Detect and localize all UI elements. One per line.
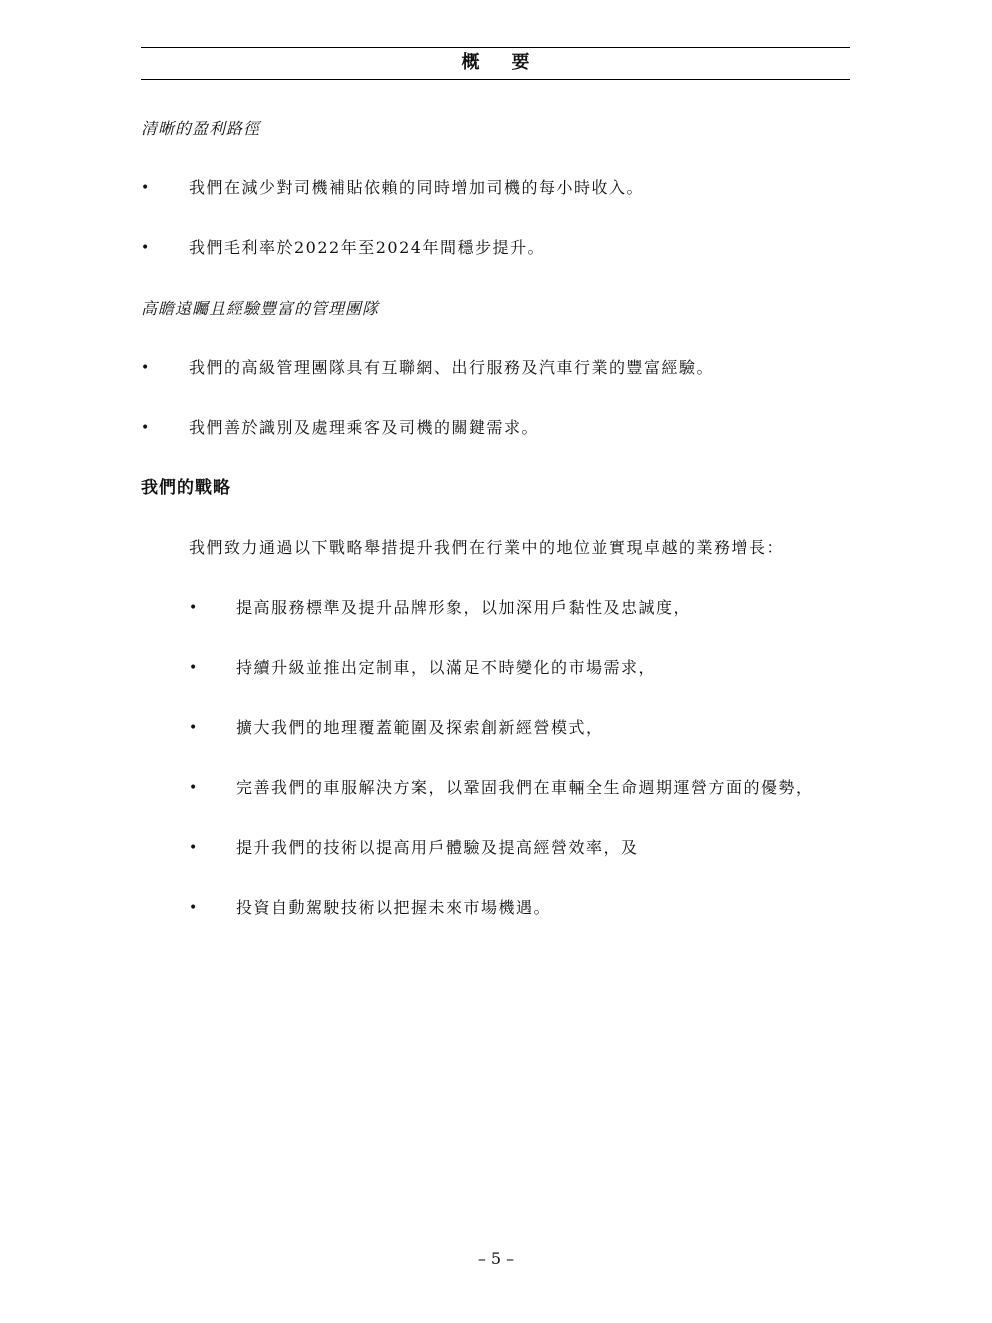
section-heading-management-team: 高瞻遠矚且經驗豐富的管理團隊	[141, 299, 380, 318]
list-item-text: 持續升級並推出定制車，以滿足不時變化的市場需求，	[236, 658, 657, 677]
bullet-icon: •	[141, 240, 150, 256]
list-item-text: 擴大我們的地理覆蓋範圍及探索創新經營模式，	[236, 718, 604, 737]
list-item	[141, 597, 850, 619]
list-item-text: 投資自動駕駛技術以把握未來市場機遇。	[236, 898, 552, 917]
list-item-text: 我們的高級管理團隊具有互聯網、出行服務及汽車行業的豐富經驗。	[189, 358, 715, 377]
list-item	[141, 657, 850, 679]
list-item	[141, 417, 850, 439]
bullet-icon: •	[189, 900, 198, 916]
list-item	[141, 897, 850, 919]
bullet-icon: •	[189, 840, 198, 856]
list-item-text: 提高服務標準及提升品牌形象，以加深用戶黏性及忠誠度，	[236, 598, 692, 617]
bullet-icon: •	[189, 600, 198, 616]
list-item	[141, 837, 850, 859]
bullet-icon: •	[141, 180, 150, 196]
bullet-icon: •	[141, 360, 150, 376]
list-item-text: 完善我們的車服解決方案，以鞏固我們在車輛全生命週期運營方面的優勢，	[236, 778, 814, 797]
page-header	[141, 47, 850, 80]
bullet-icon: •	[189, 720, 198, 736]
bullet-icon: •	[189, 660, 198, 676]
list-item	[141, 717, 850, 739]
bullet-icon: •	[189, 780, 198, 796]
strategy-intro: 我們致力通過以下戰略舉措提升我們在行業中的地位並實現卓越的業務增長：	[189, 538, 785, 557]
list-item	[141, 177, 850, 199]
list-item	[141, 357, 850, 379]
list-item-text: 我們在減少對司機補貼依賴的同時增加司機的每小時收入。	[189, 178, 645, 197]
bullet-icon: •	[141, 420, 150, 436]
list-item	[141, 237, 850, 259]
section-heading-strategy: 我們的戰略	[141, 478, 231, 498]
list-item-text: 我們善於識別及處理乘客及司機的關鍵需求。	[189, 418, 540, 437]
page-number: – 5 –	[477, 1249, 515, 1268]
list-item-text: 我們毛利率於2022年至2024年間穩步提升。	[189, 238, 545, 257]
section-heading-profit-path: 清晰的盈利路徑	[141, 119, 261, 138]
header-title: 概要	[461, 52, 562, 73]
list-item-text: 提升我們的技術以提高用戶體驗及提高經營效率，及	[236, 838, 639, 857]
list-item	[141, 777, 850, 799]
